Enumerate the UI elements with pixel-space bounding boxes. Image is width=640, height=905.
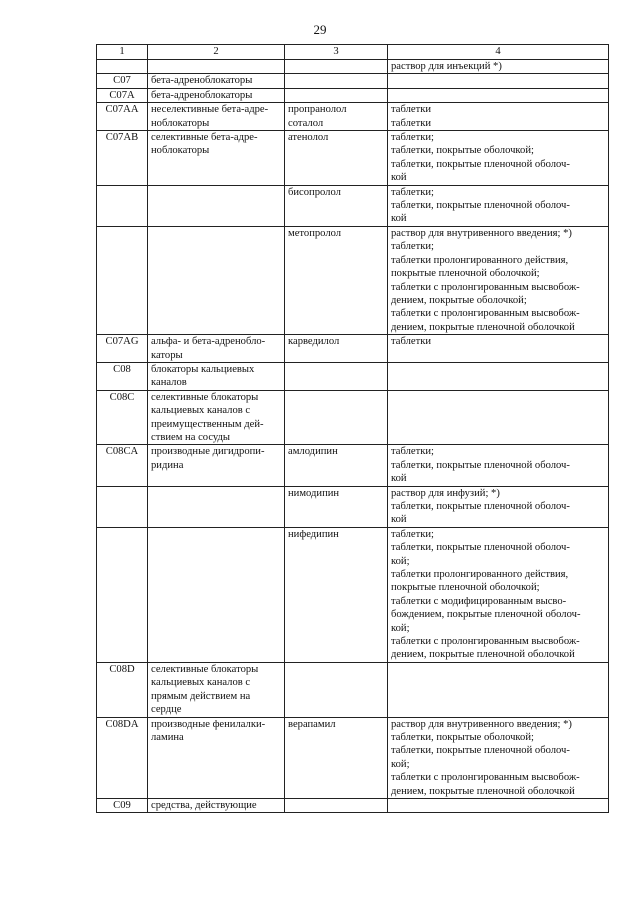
cell-line: кальциевых каналов с bbox=[151, 677, 251, 689]
group-cell bbox=[148, 335, 285, 363]
cell-line: таблетки с пролонгированным высвобож- bbox=[391, 281, 580, 293]
cell-line: кой; bbox=[391, 758, 410, 770]
group-cell bbox=[148, 185, 285, 226]
cell-line: таблетки, покрытые пленочной оболоч- bbox=[391, 745, 570, 757]
cell-line: покрытые пленочной оболочкой; bbox=[391, 582, 540, 594]
cell-line: производные дигидропи- bbox=[151, 446, 265, 458]
cell-line: таблетки; bbox=[391, 446, 434, 458]
cell-line: кальциевых каналов с bbox=[151, 405, 251, 417]
cell-line: таблетки, покрытые оболочкой; bbox=[391, 731, 534, 743]
dosage-forms-cell bbox=[388, 362, 609, 390]
atc-code-cell: C07AA bbox=[97, 103, 148, 131]
atc-code-cell bbox=[97, 486, 148, 527]
drug-cell bbox=[285, 390, 388, 445]
drug-cell bbox=[285, 226, 388, 334]
cell-line: селективные бета-адре- bbox=[151, 132, 258, 144]
cell-line: кой bbox=[391, 172, 407, 184]
cell-line: бождением, покрытые пленочной оболоч- bbox=[391, 609, 581, 621]
cell-line: таблетки, покрытые пленочной оболоч- bbox=[391, 200, 570, 212]
table-row bbox=[97, 717, 609, 798]
cell-line: кой; bbox=[391, 555, 410, 567]
atc-code-cell: C09 bbox=[97, 798, 148, 812]
table-row bbox=[97, 798, 609, 812]
cell-line: средства, действующие bbox=[151, 799, 257, 811]
cell-line: таблетки; bbox=[391, 528, 434, 540]
cell-line: таблетки, покрытые пленочной оболоч- bbox=[391, 501, 570, 512]
cell-line: преимущественным дей- bbox=[151, 418, 264, 430]
cell-line: верапамил bbox=[288, 718, 336, 730]
cell-line: таблетки bbox=[391, 117, 432, 129]
table-row bbox=[97, 445, 609, 486]
cell-line: ноблокаторы bbox=[151, 145, 210, 157]
cell-line: раствор для инъекций *) bbox=[391, 61, 502, 72]
cell-line: ридина bbox=[151, 459, 184, 471]
atc-code-cell bbox=[97, 185, 148, 226]
atc-code-cell: C07A bbox=[97, 88, 148, 102]
dosage-forms-cell bbox=[388, 798, 609, 812]
cell-line: нифедипин bbox=[288, 528, 339, 540]
group-cell bbox=[148, 362, 285, 390]
dosage-forms-cell bbox=[388, 445, 609, 486]
cell-line: амлодипин bbox=[288, 446, 338, 458]
header-row bbox=[97, 45, 609, 60]
cell-line: пропранолол bbox=[288, 104, 347, 116]
group-cell bbox=[148, 662, 285, 717]
group-cell bbox=[148, 88, 285, 102]
table-row bbox=[97, 60, 609, 74]
cell-line: таблетки с пролонгированным высвобож- bbox=[391, 772, 580, 784]
table-row bbox=[97, 335, 609, 363]
drug-cell bbox=[285, 131, 388, 186]
cell-line: таблетки пролонгированного действия, bbox=[391, 254, 569, 266]
cell-line: кой; bbox=[391, 622, 410, 634]
cell-line: таблетки пролонгированного действия, bbox=[391, 569, 569, 581]
drug-cell bbox=[285, 445, 388, 486]
cell-line: нимодипин bbox=[288, 487, 340, 499]
group-cell bbox=[148, 226, 285, 334]
cell-line: дением, покрытые пленочной оболочкой bbox=[391, 785, 575, 797]
group-cell bbox=[148, 798, 285, 812]
cell-line: кой bbox=[391, 473, 407, 485]
table-row bbox=[97, 103, 609, 131]
atc-code-cell: C08D bbox=[97, 662, 148, 717]
cell-line: блокаторы кальциевых bbox=[151, 363, 255, 375]
drug-table bbox=[96, 44, 609, 813]
drug-cell bbox=[285, 662, 388, 717]
group-cell bbox=[148, 131, 285, 186]
atc-code-cell: C07AG bbox=[97, 335, 148, 363]
atc-code-cell: C08 bbox=[97, 362, 148, 390]
cell-line: дением, покрытые пленочной оболочкой bbox=[391, 649, 575, 661]
drug-cell bbox=[285, 185, 388, 226]
dosage-forms-cell bbox=[388, 131, 609, 186]
drug-cell bbox=[285, 527, 388, 662]
atc-code-cell: C07 bbox=[97, 74, 148, 88]
group-cell bbox=[148, 390, 285, 445]
cell-line: таблетки, покрытые пленочной оболоч- bbox=[391, 158, 570, 170]
cell-line: соталол bbox=[288, 117, 324, 129]
drug-cell bbox=[285, 335, 388, 363]
cell-line: таблетки; bbox=[391, 241, 434, 253]
table-row bbox=[97, 131, 609, 186]
group-cell bbox=[148, 60, 285, 74]
cell-line: раствор для инфузий; *) bbox=[391, 487, 500, 499]
col-header-2: 2 bbox=[148, 45, 285, 60]
table-row bbox=[97, 226, 609, 334]
group-cell bbox=[148, 445, 285, 486]
cell-line: селективные блокаторы bbox=[151, 391, 259, 403]
table-row bbox=[97, 486, 609, 527]
group-cell bbox=[148, 103, 285, 131]
cell-line: таблетки, покрытые пленочной оболоч- bbox=[391, 459, 570, 471]
atc-code-cell: C08C bbox=[97, 390, 148, 445]
cell-line: таблетки, покрытые пленочной оболоч- bbox=[391, 542, 570, 554]
atc-code-cell: C07AB bbox=[97, 131, 148, 186]
cell-line: карведилол bbox=[288, 336, 340, 348]
dosage-forms-cell bbox=[388, 335, 609, 363]
group-cell bbox=[148, 74, 285, 88]
cell-line: бета-адреноблокаторы bbox=[151, 75, 253, 87]
cell-line: производные фенилалки- bbox=[151, 718, 266, 730]
drug-cell bbox=[285, 74, 388, 88]
dosage-forms-cell bbox=[388, 662, 609, 717]
dosage-forms-cell bbox=[388, 185, 609, 226]
group-cell bbox=[148, 486, 285, 527]
cell-line: ствием на сосуды bbox=[151, 431, 231, 443]
cell-line: таблетки; bbox=[391, 132, 434, 144]
cell-line: неселективные бета-адре- bbox=[151, 104, 269, 116]
table-row bbox=[97, 662, 609, 717]
cell-line: бета-адреноблокаторы bbox=[151, 89, 253, 101]
cell-line: ламина bbox=[151, 731, 184, 743]
drug-cell bbox=[285, 88, 388, 102]
table-row bbox=[97, 74, 609, 88]
drug-cell bbox=[285, 798, 388, 812]
cell-line: ноблокаторы bbox=[151, 117, 210, 129]
cell-line: бисопролол bbox=[288, 186, 341, 198]
dosage-forms-cell bbox=[388, 390, 609, 445]
atc-code-cell bbox=[97, 527, 148, 662]
cell-line: метопролол bbox=[288, 227, 342, 239]
dosage-forms-cell bbox=[388, 60, 609, 74]
cell-line: раствор для внутривенного введения; *) bbox=[391, 718, 572, 730]
cell-line: таблетки bbox=[391, 336, 432, 348]
page-number: 29 bbox=[313, 22, 327, 37]
cell-line: альфа- и бета-адреноблo- bbox=[151, 336, 266, 348]
cell-line: таблетки, покрытые оболочкой; bbox=[391, 145, 534, 157]
atc-code-cell bbox=[97, 60, 148, 74]
dosage-forms-cell bbox=[388, 74, 609, 88]
cell-line: атенолол bbox=[288, 132, 329, 144]
atc-code-cell: C08DA bbox=[97, 717, 148, 798]
cell-line: селективные блокаторы bbox=[151, 663, 259, 675]
drug-cell bbox=[285, 362, 388, 390]
table-row bbox=[97, 185, 609, 226]
cell-line: каторы bbox=[151, 349, 183, 361]
cell-line: таблетки bbox=[391, 104, 432, 116]
table-row bbox=[97, 390, 609, 445]
table-row bbox=[97, 88, 609, 102]
dosage-forms-cell bbox=[388, 486, 609, 527]
cell-line: таблетки с модифицированным высво- bbox=[391, 595, 567, 607]
cell-line: каналов bbox=[151, 377, 187, 389]
cell-line: кой bbox=[391, 213, 407, 225]
dosage-forms-cell bbox=[388, 103, 609, 131]
cell-line: раствор для внутривенного введения; *) bbox=[391, 227, 572, 239]
cell-line: дением, покрытые пленочной оболочкой bbox=[391, 321, 575, 333]
cell-line: таблетки с пролонгированным высвобож- bbox=[391, 308, 580, 320]
col-header-4: 4 bbox=[388, 45, 609, 60]
dosage-forms-cell bbox=[388, 226, 609, 334]
col-header-1: 1 bbox=[97, 45, 148, 60]
dosage-forms-cell bbox=[388, 88, 609, 102]
cell-line: таблетки; bbox=[391, 186, 434, 198]
col-header-3: 3 bbox=[285, 45, 388, 60]
drug-cell bbox=[285, 486, 388, 527]
drug-cell bbox=[285, 717, 388, 798]
table-row bbox=[97, 362, 609, 390]
cell-line: кой bbox=[391, 514, 407, 526]
cell-line: дением, покрытые оболочкой; bbox=[391, 294, 527, 306]
cell-line: покрытые пленочной оболочкой; bbox=[391, 268, 540, 280]
atc-code-cell bbox=[97, 226, 148, 334]
group-cell bbox=[148, 717, 285, 798]
dosage-forms-cell bbox=[388, 527, 609, 662]
table-row bbox=[97, 527, 609, 662]
group-cell bbox=[148, 527, 285, 662]
atc-code-cell: C08CA bbox=[97, 445, 148, 486]
drug-cell bbox=[285, 60, 388, 74]
cell-line: прямым действием на bbox=[151, 690, 251, 702]
cell-line: таблетки с пролонгированным высвобож- bbox=[391, 636, 580, 648]
dosage-forms-cell bbox=[388, 717, 609, 798]
drug-cell bbox=[285, 103, 388, 131]
cell-line: сердце bbox=[151, 704, 182, 716]
